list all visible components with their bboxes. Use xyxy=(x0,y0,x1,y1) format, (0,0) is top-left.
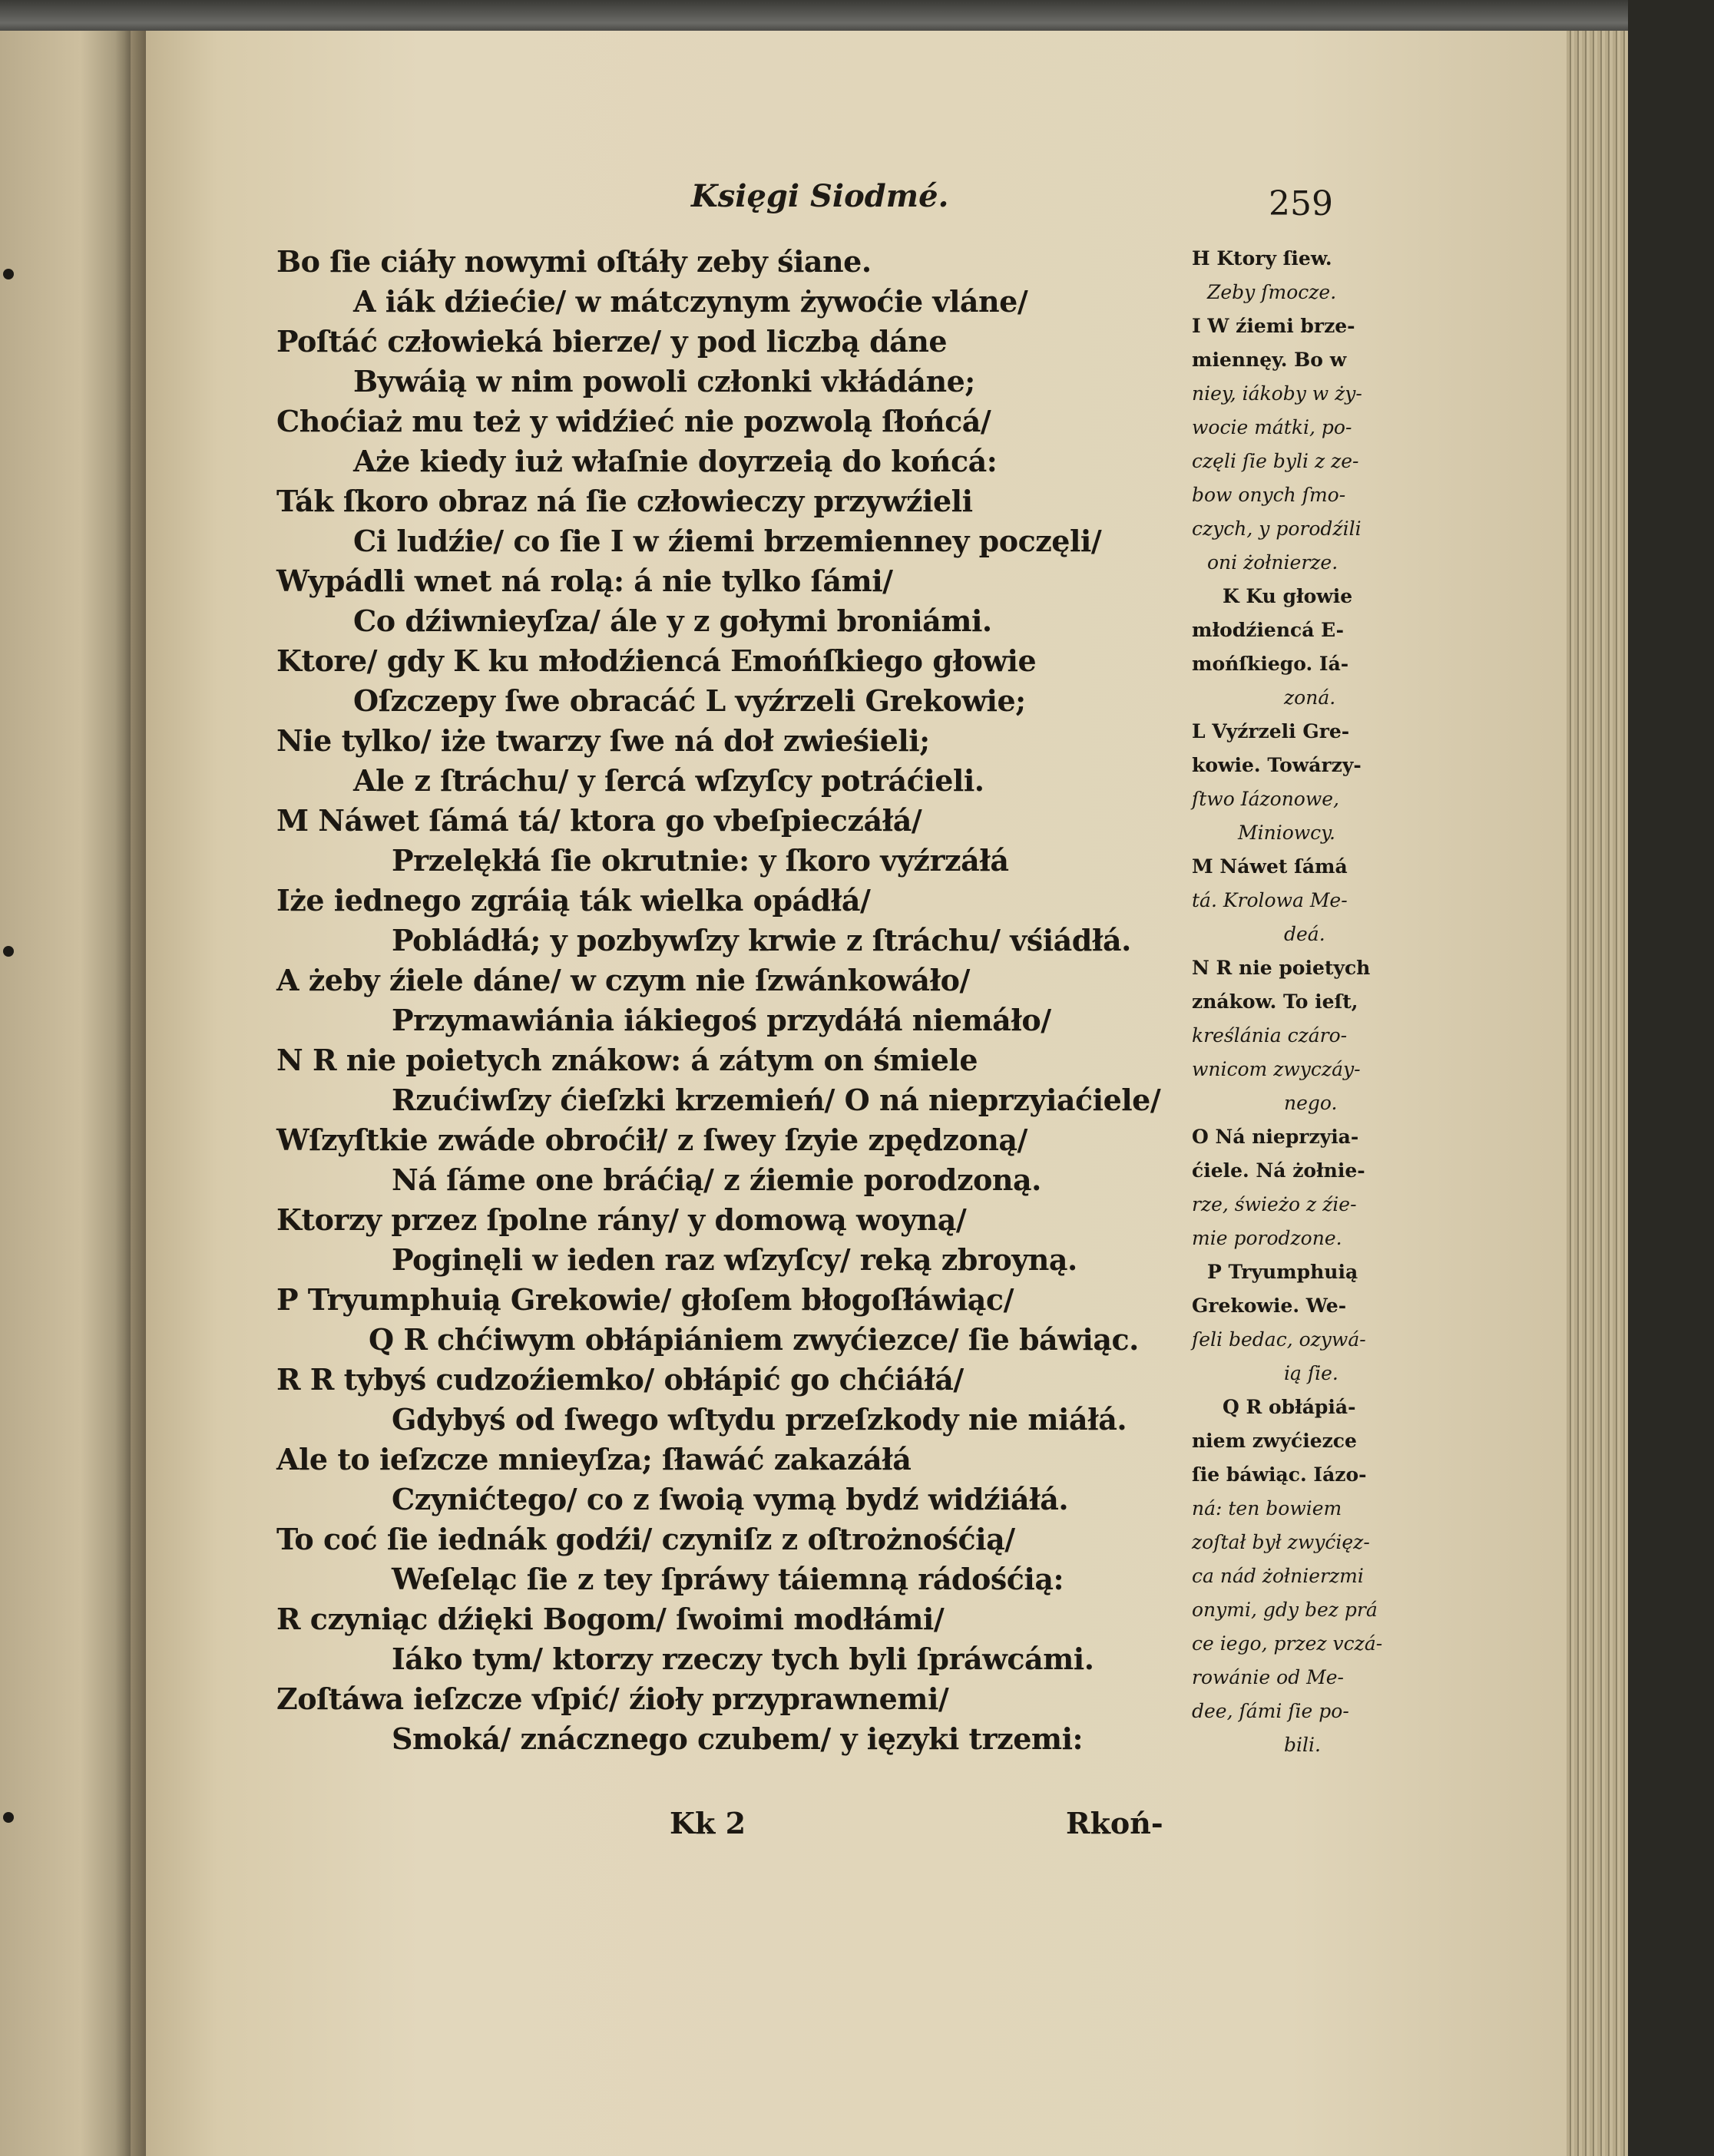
margin-note-line: niem zwyćiezce xyxy=(1192,1430,1357,1452)
margin-note-line: ią ſie. xyxy=(1284,1362,1338,1384)
verse-line: Q R chćiwym obłápiániem zwyćiezce/ ſie báwiąc. xyxy=(369,1322,1139,1357)
verse-line: Ták ſkoro obraz ná ſie człowieczy przywźieli xyxy=(276,484,973,518)
verse-line: Gdybyś od ſwego wſtydu przeſzkody nie miáłá. xyxy=(392,1402,1127,1437)
marginal-glosses xyxy=(1192,247,1468,1844)
facing-page-mark xyxy=(3,946,14,957)
margin-note-line: ca nád żołnierzmi xyxy=(1192,1565,1364,1587)
verse-line: Przymawiánia iákiegoś przydáłá niemáło/ xyxy=(392,1003,1051,1037)
verse-line: Ci ludźie/ co ſie I w źiemi brzemienney poczęli/ xyxy=(353,524,1102,558)
margin-note-line: częli ſie byli z ze- xyxy=(1192,450,1359,472)
verse-line: Wſzyſtkie zwáde obroćił/ z ſwey ſzyie zpędzoną/ xyxy=(276,1123,1027,1157)
margin-note-line: deá. xyxy=(1284,923,1325,945)
running-title: Księgi Siodmé. xyxy=(691,178,949,214)
margin-note-line: Zeby ſmocze. xyxy=(1207,281,1337,303)
verse-line: Iże iednego zgráią ták wielka opádłá/ xyxy=(276,883,871,918)
margin-note-line: rze, świeżo z źie- xyxy=(1192,1193,1357,1215)
margin-note-line: wocie mátki, po- xyxy=(1192,416,1352,438)
verse-line: Smoká/ znácznego czubem/ y ięzyki trzemi: xyxy=(392,1721,1084,1756)
margin-note-line: mie porodzone. xyxy=(1192,1227,1342,1249)
verse-line: Ktore/ gdy K ku młodźiencá Emońſkiego głowie xyxy=(276,643,1037,678)
verse-line: Poſtáć człowieká bierze/ y pod liczbą dáne xyxy=(276,324,948,359)
margin-note-line: ſie báwiąc. Iázo- xyxy=(1192,1463,1367,1486)
verse-line: Ale z ſtráchu/ y ſercá wſzyſcy potráćieli. xyxy=(353,763,984,798)
margin-note-line: Miniowcy. xyxy=(1238,822,1335,844)
verse-line: Bo ſie ciáły nowymi oſtáły zeby śiane. xyxy=(276,244,872,279)
verse-line: P Tryumphuią Grekowie/ głoſem błogoſłáwiąc/ xyxy=(276,1282,1014,1317)
signature-mark: Kk 2 xyxy=(670,1806,746,1840)
margin-note-line: H Ktory ſiew. xyxy=(1192,247,1332,270)
margin-note-line: ná: ten bowiem xyxy=(1192,1497,1342,1519)
page-stack-edges xyxy=(1567,31,1636,2156)
margin-note-line: dee, ſámi ſie po- xyxy=(1192,1700,1349,1722)
margin-note-line: rowánie od Me- xyxy=(1192,1666,1344,1688)
margin-note-line: wnicom zwyczáy- xyxy=(1192,1058,1361,1080)
margin-note-line: ćiele. Ná żołnie- xyxy=(1192,1159,1365,1182)
verse-line: Oſzczepy ſwe obracáć L vyźrzeli Grekowie; xyxy=(353,683,1026,718)
book-gutter xyxy=(115,31,146,2156)
margin-note-line: P Tryumphuią xyxy=(1207,1261,1358,1283)
margin-note-line: O Ná nieprzyia- xyxy=(1192,1126,1359,1148)
margin-note-line: ſeli bedac, ozywá- xyxy=(1192,1328,1366,1351)
margin-note-line: oni żołnierze. xyxy=(1207,551,1338,574)
margin-note-line: zoſtał był zwyćięz- xyxy=(1192,1531,1370,1553)
margin-note-line: kreślánia czáro- xyxy=(1192,1024,1348,1047)
margin-note-line: niey, iákoby w ży- xyxy=(1192,382,1362,405)
verse-line: A iák dźiećie/ w mátczynym żywoćie vláne/ xyxy=(353,284,1028,319)
margin-note-line: tá. Krolowa Me- xyxy=(1192,889,1348,911)
verse-line: R czyniąc dźięki Bogom/ ſwoimi modłámi/ xyxy=(276,1602,945,1636)
catchword: Rkoń- xyxy=(1066,1806,1163,1840)
margin-note-line: bili. xyxy=(1284,1734,1321,1756)
page-number: 259 xyxy=(1269,184,1333,223)
verse-line: Weſeląc ſie z tey ſpráwy táiemną rádośćią: xyxy=(392,1562,1064,1596)
margin-note-line: L Vyźrzeli Gre- xyxy=(1192,720,1350,742)
margin-note-line: M Náwet ſámá xyxy=(1192,855,1348,878)
margin-note-line: miennęy. Bo w xyxy=(1192,349,1347,371)
margin-note-line: I W źiemi brze- xyxy=(1192,315,1355,337)
margin-note-line: Q R obłápiá- xyxy=(1223,1396,1356,1418)
margin-note-line: nego. xyxy=(1284,1092,1338,1114)
verse-line: R R tybyś cudzoźiemko/ obłápić go chćiáłá/ xyxy=(276,1362,964,1397)
verse-line: Nie tylko/ iże twarzy ſwe ná doł zwieśieli; xyxy=(276,723,930,758)
verse-line: Zoſtáwa ieſzcze vſpić/ źioły przyprawnemi/ xyxy=(276,1681,949,1716)
verse-line: Wypádli wnet ná rolą: á nie tylko ſámi/ xyxy=(276,564,893,598)
margin-note-line: bow onych ſmo- xyxy=(1192,484,1346,506)
verse-line: Co dźiwnieyſza/ ále y z gołymi broniámi. xyxy=(353,603,992,638)
facing-page-mark xyxy=(3,269,14,279)
verse-line: Ale to ieſzcze mnieyſza; ſławáć zakazáłá xyxy=(276,1442,912,1476)
verse-line: Bywáią w nim powoli członki vkłádáne; xyxy=(353,364,975,398)
verse-line: Rzućiwſzy ćieſzki krzemień/ O ná nieprzyiaćiele/ xyxy=(392,1083,1161,1117)
verse-line: Ktorzy przez ſpolne rány/ y domową woyną/ xyxy=(276,1202,967,1237)
margin-note-line: znákow. To ieſt, xyxy=(1192,990,1358,1013)
margin-note-line: ce iego, przez vczá- xyxy=(1192,1632,1383,1655)
verse-line: To coć ſie iednák godźi/ czyniſz z oſtrożnośćią/ xyxy=(276,1522,1015,1556)
margin-note-line: zoná. xyxy=(1284,686,1336,709)
scanner-board xyxy=(1628,0,1714,2156)
verse-line: Aże kiedy iuż właſnie doyrzeią do końcá: xyxy=(353,444,998,478)
verse-line: N R nie poietych znákow: á zátym on śmiele xyxy=(276,1043,978,1077)
verse-text xyxy=(276,244,1190,1864)
verse-line: Iáko tym/ ktorzy rzeczy tych byli ſpráwcámi. xyxy=(392,1642,1094,1676)
margin-note-line: mońſkiego. Iá- xyxy=(1192,653,1349,675)
verse-line: Przelękłá ſie okrutnie: y ſkoro vyźrzáłá xyxy=(392,843,1009,878)
verse-line: Ná ſáme one bráćią/ z źiemie porodzoną. xyxy=(392,1162,1041,1197)
margin-note-line: N R nie poietych xyxy=(1192,957,1371,979)
margin-note-line: K Ku głowie xyxy=(1223,585,1353,607)
margin-note-line: Grekowie. We- xyxy=(1192,1295,1347,1317)
verse-line: Poginęli w ieden raz wſzyſcy/ reką zbroyną. xyxy=(392,1242,1077,1277)
margin-note-line: onymi, gdy bez prá xyxy=(1192,1599,1378,1621)
facing-page-mark xyxy=(3,1812,14,1823)
verse-line: A żeby źiele dáne/ w czym nie ſzwánkowáło/ xyxy=(276,963,970,997)
verse-line: M Náwet ſámá tá/ ktora go vbeſpieczáłá/ xyxy=(276,803,922,838)
verse-line: Pobládłá; y pozbywſzy krwie z ſtráchu/ vśiádłá. xyxy=(392,923,1131,957)
margin-note-line: młodźiencá E- xyxy=(1192,619,1345,641)
margin-note-line: czych, y porodźili xyxy=(1192,518,1362,540)
verse-line: Choćiaż mu też y widźieć nie pozwolą ſłońcá/ xyxy=(276,404,991,438)
verse-line: Czynićtego/ co z ſwoią vymą bydź widźiáłá. xyxy=(392,1482,1069,1516)
margin-note-line: ſtwo Iázonowe, xyxy=(1192,788,1339,810)
margin-note-line: kowie. Towárzy- xyxy=(1192,754,1362,776)
